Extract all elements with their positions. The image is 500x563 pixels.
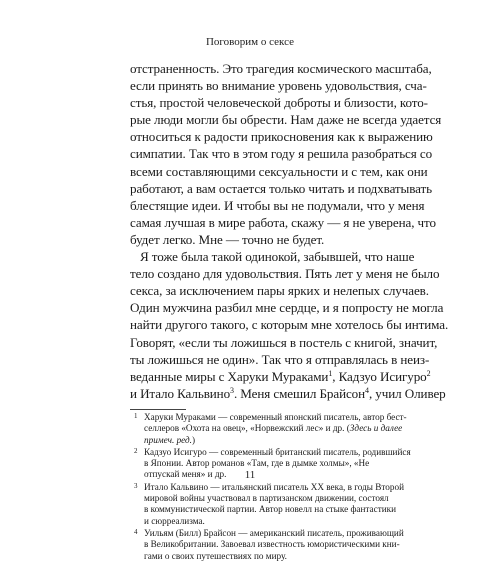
footnote-line: и сюрреализма.	[144, 515, 205, 526]
footnote-marker: 3	[230, 385, 234, 395]
body-line: тело создано для удовольствия. Пять лет у меня не было	[130, 266, 440, 282]
body-line-part: , учил Оливер	[368, 385, 446, 401]
footnote-line: Уильям (Билл) Брайсон — американский писатель, проживающий	[144, 527, 404, 538]
body-line-part: . Меня смешил Брайсон	[233, 385, 366, 401]
footnote	[130, 527, 404, 562]
footnote-line: в Японии. Автор романов «Там, где в дымке холмы», «Не	[144, 458, 370, 469]
body-line: Один мужчина разбил мне сердце, и я попросту не могла	[130, 300, 444, 316]
footnotes	[130, 412, 411, 563]
body-line: самая лучшая в мире работа, скажу — я не уверена, что	[130, 214, 436, 230]
footnote-number: 1	[134, 412, 138, 420]
body-line: симпатии. Так что в этом году я решила разобраться со	[130, 146, 433, 162]
body-line: найти другого такого, с которым мне хотелось бы интима.	[130, 317, 449, 333]
footnote-marker: 4	[365, 385, 369, 395]
body-line-part: веданные миры с Харуки Мураками	[130, 368, 329, 384]
page-number: 11	[244, 469, 256, 481]
footnote	[130, 481, 404, 527]
footnote-marker: 2	[426, 368, 431, 378]
body-line: относиться к радости прикосновения как к выражению	[130, 129, 433, 145]
body-line	[130, 385, 446, 402]
body-line: всеми составляющими сексуальности и с тем, как они	[130, 163, 428, 179]
footnote-line: в Великобритании. Завоевал известность юмористическими кни-	[144, 539, 400, 550]
footnote-line-part: селлеров «Охота на овец», «Норвежский лес» и др. (	[144, 423, 350, 434]
running-head: Поговорим о сексе	[205, 36, 295, 48]
body-line: блестящие идеи. И чтобы вы не подумали, что у меня	[130, 197, 425, 213]
footnote-editor-note: примеч. ред.	[144, 434, 192, 445]
footnote-line	[144, 423, 403, 434]
body-line: работают, а вам остается только читать и подхватывать	[130, 180, 433, 196]
body-line: ты ложишься не один». Так что я отправлялась в неиз-	[130, 351, 430, 367]
body-line-part: , Кадзуо Исигуро	[332, 368, 427, 384]
body-line: стья, простой человеческой доброты и близости, кото-	[130, 95, 428, 111]
footnote-marker: 1	[328, 368, 333, 378]
body-line	[130, 368, 431, 385]
footnote-number: 4	[134, 527, 138, 536]
body-line: секса, за исключением пары ярких и нелепых случаев.	[130, 283, 429, 299]
footnote-number: 2	[134, 446, 138, 455]
footnote-line: мировой войны участвовал в партизанском движении, состоял	[144, 493, 389, 504]
footnote-line: Кадзуо Исигуро — современный британский писатель, родившийся	[144, 446, 411, 457]
footnote-line: отпускай меня» и др.	[144, 469, 227, 480]
body-line: отстраненность. Это трагедия космического масштаба,	[130, 61, 432, 76]
footnote-line: Итало Кальвино — итальянский писатель XX века, в годы Второй	[144, 481, 404, 492]
body-line: Я тоже была такой одинокой, забывшей, что наше	[140, 249, 415, 265]
footnote-number: 3	[134, 481, 138, 490]
body-text	[130, 60, 449, 402]
footnote-editor-note: Здесь и далее	[349, 423, 403, 434]
footnote-line: Харуки Мураками — современный японский писатель, автор бест-	[144, 412, 407, 422]
footnote-line-part: )	[191, 434, 196, 445]
footnote	[130, 412, 407, 446]
footnote-line	[144, 435, 382, 446]
footnote-line: гами о своих путешествиях по миру.	[144, 550, 287, 561]
body-line: Говорят, «если ты ложишься в постель с книгой, значит,	[130, 334, 438, 350]
footnote-rule	[130, 409, 186, 410]
body-line: если принять во внимание уровень удовольствия, сча-	[130, 78, 427, 94]
body-line: рые люди могли бы обрести. Нам даже не всегда удается	[130, 112, 442, 128]
footnote-line: в коммунистической партии. Автор новелл на стыке фантастики	[144, 504, 397, 515]
body-line: будет легко. Мне — точно не будет.	[130, 231, 325, 247]
body-line-part: и Итало Кальвино	[130, 385, 231, 401]
